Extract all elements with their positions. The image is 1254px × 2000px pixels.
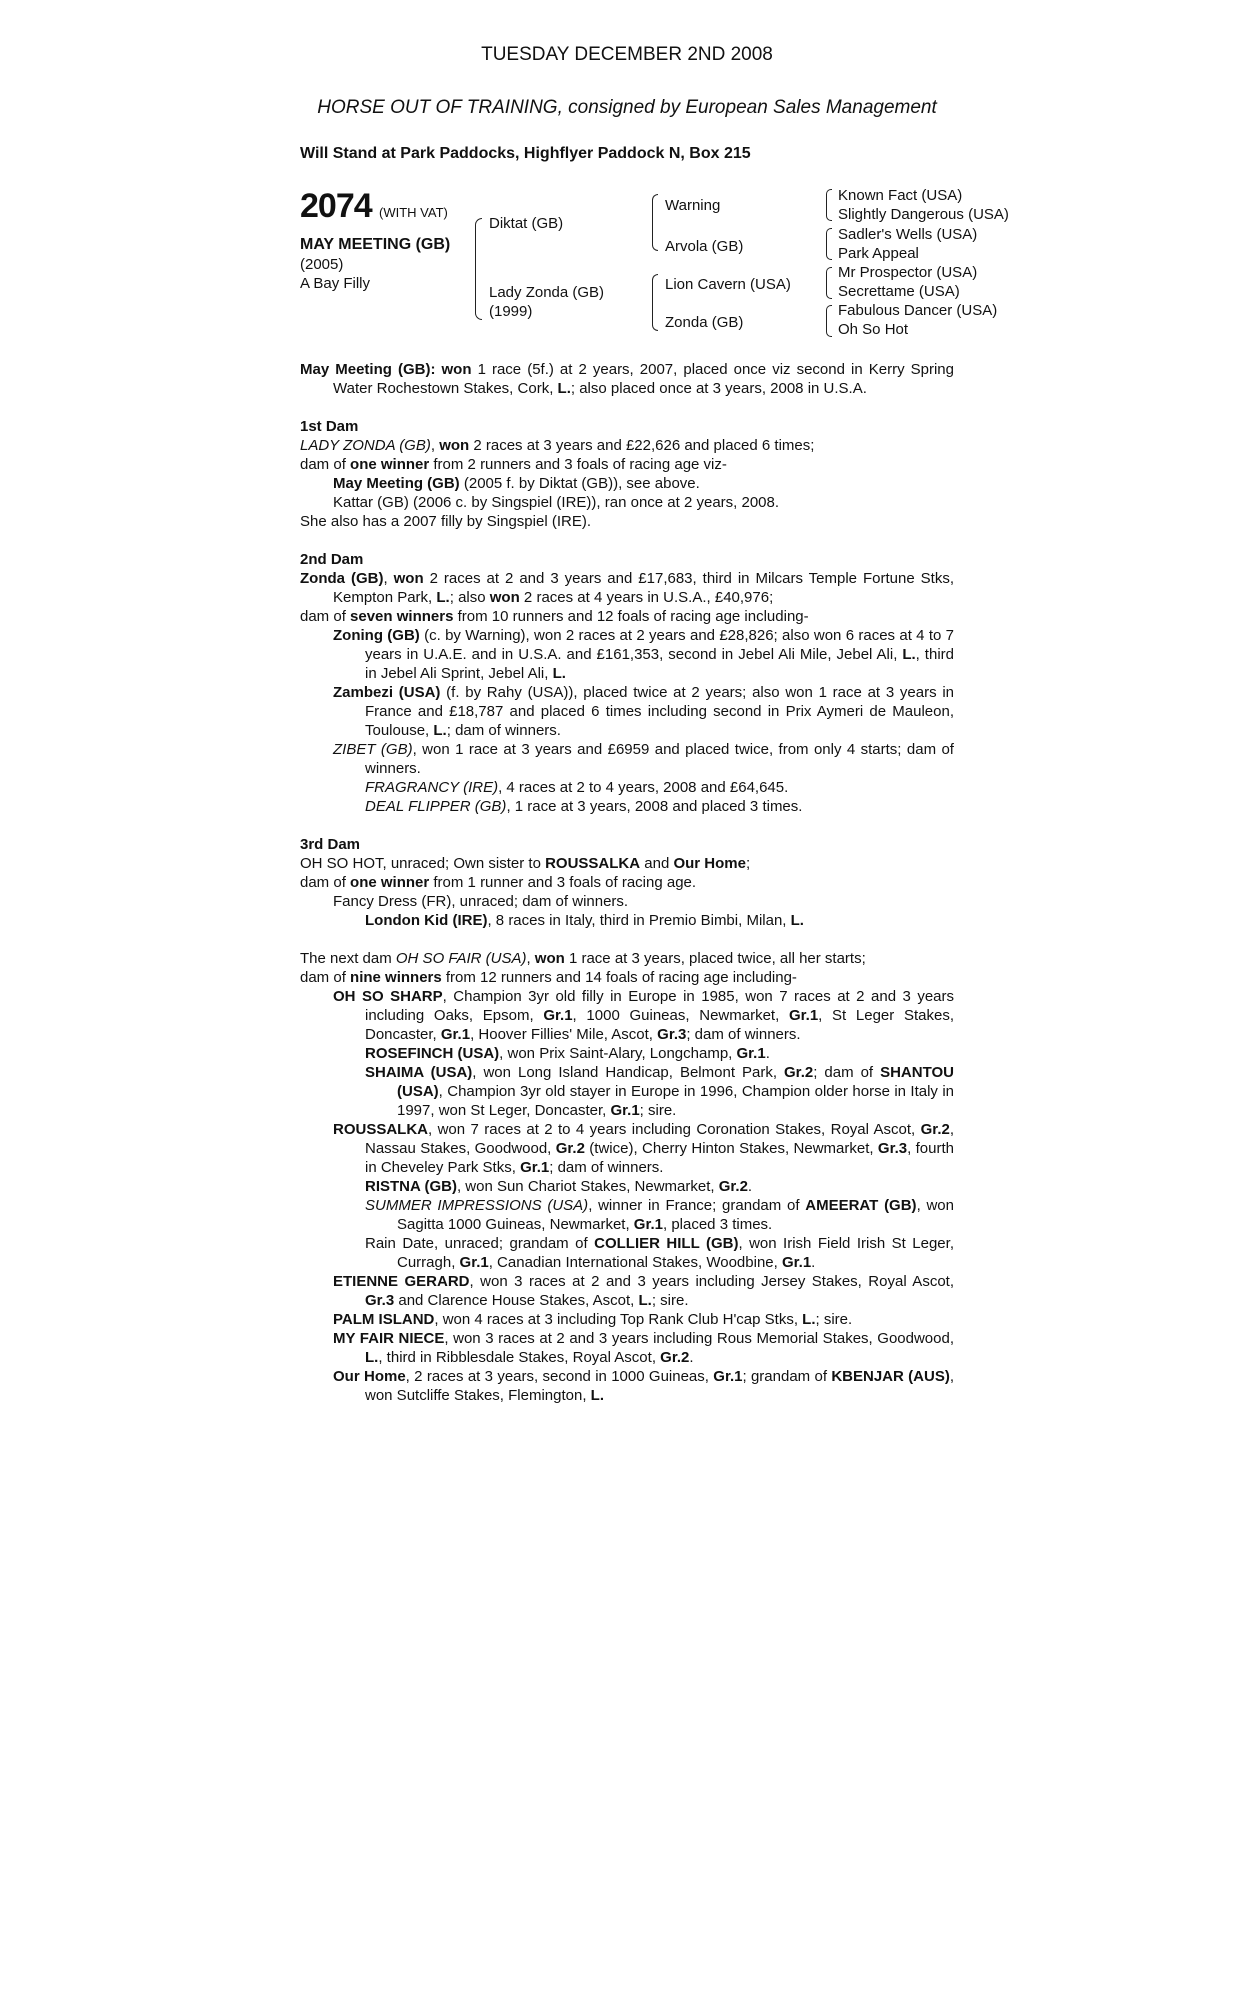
produce-entry	[300, 1329, 954, 1367]
sale-subtitle: HORSE OUT OF TRAINING, consigned by European Sales Management	[317, 97, 937, 118]
horse-name-ref: May Meeting (GB)	[300, 361, 431, 378]
text-run: ROUSSALKA	[333, 1121, 429, 1138]
produce-entry	[300, 683, 954, 740]
text-run: Zoning (GB)	[333, 627, 420, 644]
pedigree-dds: Fabulous Dancer (USA)	[838, 302, 998, 319]
produce-entry	[300, 1063, 954, 1120]
text-run: ; grandam of	[742, 1368, 832, 1385]
text-run: Gr.3	[877, 1140, 908, 1157]
text-run: ; dam of	[813, 1064, 881, 1081]
text-run: AMEERAT (GB)	[805, 1197, 917, 1214]
text-run: nine winners	[350, 969, 442, 986]
text-run: LADY ZONDA (GB)	[300, 437, 431, 454]
text-run: , won 3 races at 2 and 3 years including Rous Memorial Stakes, Goodwood,	[444, 1330, 954, 1347]
text-run: , 1 race at 3 years, 2008 and placed 3 times.	[506, 798, 803, 815]
pedigree-brace	[826, 189, 832, 221]
text-run: L.	[790, 912, 804, 929]
text-run: L.	[552, 665, 566, 682]
text-run: , Champion 3yr old stayer in Europe in 1996, Champion older horse in Italy in 1997, won St Leger, Doncaster,	[397, 1083, 954, 1119]
horse-name: MAY MEETING (GB)	[300, 236, 451, 253]
text-run: Zonda (GB)	[300, 570, 384, 587]
pedigree-ssd: Slightly Dangerous (USA)	[838, 206, 1009, 223]
text-run: SHAIMA (USA)	[365, 1064, 473, 1081]
produce-entry	[300, 474, 954, 493]
text-run: Our Home	[333, 1368, 406, 1385]
text-run: Gr.2	[718, 1178, 748, 1195]
horse-description: A Bay Filly	[300, 275, 371, 292]
text-run: Gr.1	[633, 1216, 663, 1233]
text-run: PALM ISLAND	[333, 1311, 435, 1328]
text-run: , won Irish Field Irish St Leger, Curragh,	[397, 1235, 954, 1271]
text-run: , Canadian International Stakes, Woodbine,	[488, 1254, 782, 1271]
produce-entry	[300, 1272, 954, 1310]
pedigree-sss: Known Fact (USA)	[838, 187, 963, 204]
text-run: .	[811, 1254, 816, 1271]
third-dam-produce	[300, 873, 954, 892]
text-run: :	[430, 361, 442, 378]
text-run: dam of	[300, 874, 351, 891]
pedigree-dss: Mr Prospector (USA)	[838, 264, 978, 281]
text-run: 1 race (5f.) at 2 years, 2007, placed once viz second in Kerry Spring Water Rochestown Stakes, Cork,	[333, 361, 954, 397]
text-run: Gr.1	[713, 1368, 743, 1385]
section-heading-2nd-dam: 2nd Dam	[300, 551, 364, 568]
text-run: ; sire.	[651, 1292, 689, 1309]
text-run: MY FAIR NIECE	[333, 1330, 445, 1347]
text-run: FRAGRANCY (IRE)	[365, 779, 499, 796]
text-run: L.	[902, 646, 916, 663]
text-run: .	[765, 1045, 770, 1062]
text-run: SHANTOU (USA)	[397, 1064, 954, 1100]
produce-entry	[300, 911, 954, 930]
pedigree-sire-dam: Arvola (GB)	[665, 238, 744, 255]
text-run: won	[393, 570, 424, 587]
text-run: won	[439, 437, 470, 454]
text-run: Gr.1	[440, 1026, 471, 1043]
produce-entry	[300, 778, 954, 797]
text-run: Gr.3	[365, 1292, 395, 1309]
text-run: 1 race at 3 years, placed twice, all her starts;	[564, 950, 866, 967]
text-run: one winner	[350, 456, 430, 473]
produce-entry	[300, 1177, 954, 1196]
text-run: ; dam of winners.	[549, 1159, 664, 1176]
text-run: (c. by Warning), won 2 races at 2 years and £28,826; also won 6 races at 4 to 7 years in U.A.E. and in U.S.A. and £161,353, second in Jebel Ali Mile, Jebel Ali,	[365, 627, 954, 663]
text-run: from 1 runner and 3 foals of racing age.	[429, 874, 697, 891]
text-run: Gr.1	[781, 1254, 812, 1271]
text-run: London Kid (IRE)	[365, 912, 488, 929]
text-run: , Nassau Stakes, Goodwood,	[365, 1121, 954, 1157]
text-run: May Meeting (GB)	[333, 475, 460, 492]
text-run: ; also placed once at 3 years, 2008 in U.S.A.	[570, 380, 867, 397]
text-run: L.	[590, 1387, 605, 1404]
section-heading-3rd-dam: 3rd Dam	[300, 836, 361, 853]
text-run: , won 4 races at 3 including Top Rank Club H'cap Stks,	[434, 1311, 803, 1328]
produce-entry: Kattar (GB) (2006 c. by Singspiel (IRE)), ran once at 2 years, 2008.	[333, 494, 780, 511]
text-run: RISTNA (GB)	[365, 1178, 457, 1195]
text-run: L.	[436, 589, 450, 606]
text-run: dam of	[300, 456, 351, 473]
text-run: , third in Jebel Ali Sprint, Jebel Ali,	[365, 646, 954, 682]
text-run: OH SO HOT, unraced; Own sister to	[300, 855, 546, 872]
text-run: L.	[802, 1311, 816, 1328]
pedigree-notes	[300, 360, 954, 1405]
text-run: , 1000 Guineas, Newmarket,	[572, 1007, 789, 1024]
text-run: , 8 races in Italy, third in Premio Bimbi, Milan,	[487, 912, 791, 929]
spacer	[300, 398, 954, 417]
text-run: L.	[365, 1349, 379, 1366]
text-run: COLLIER HILL (GB)	[594, 1235, 739, 1252]
text-run: Our Home	[673, 855, 746, 872]
text-run: Gr.2	[784, 1064, 814, 1081]
text-run: won	[489, 589, 520, 606]
text-run: 2 races at 3 years and £22,626 and placed 6 times;	[469, 437, 815, 454]
text-run: Zambezi (USA)	[333, 684, 441, 701]
text-run: , won 1 race at 3 years and £6959 and placed twice, from only 4 starts; dam of winners.	[365, 741, 954, 777]
produce-entry	[300, 626, 954, 683]
text-run: ROUSSALKA	[545, 855, 641, 872]
pedigree-sdd: Park Appeal	[838, 245, 919, 262]
pedigree-sire-sire: Warning	[665, 197, 721, 214]
text-run: ; sire.	[639, 1102, 677, 1119]
text-run: Gr.1	[610, 1102, 640, 1119]
text-run: ; sire.	[815, 1311, 853, 1328]
text-run: Gr.1	[736, 1045, 766, 1062]
pedigree-dam-dam: Zonda (GB)	[665, 314, 744, 331]
first-dam-record	[300, 436, 954, 455]
text-run: Gr.2	[555, 1140, 585, 1157]
horse-year: (2005)	[300, 256, 344, 273]
text-run: , 2 races at 3 years, second in 1000 Guineas,	[405, 1368, 714, 1385]
text-run: , winner in France; grandam of	[588, 1197, 806, 1214]
text-run: , won 3 races at 2 and 3 years including Jersey Stakes, Royal Ascot,	[469, 1273, 954, 1290]
first-dam-produce	[300, 455, 954, 474]
text-run: ROSEFINCH (USA)	[365, 1045, 500, 1062]
produce-entry	[300, 1310, 954, 1329]
pedigree-brace	[652, 274, 658, 331]
produce-entry	[300, 987, 954, 1044]
text-run: .	[747, 1178, 753, 1195]
next-dam-produce	[300, 968, 954, 987]
text-run: ETIENNE GERARD	[333, 1273, 470, 1290]
text-run: from 2 runners and 3 foals of racing age viz-	[429, 456, 727, 473]
text-run: , won Sutcliffe Stakes, Flemington,	[365, 1368, 954, 1404]
produce-entry	[300, 1367, 954, 1405]
pedigree-brace	[826, 267, 832, 299]
text-run: , third in Ribblesdale Stakes, Royal Ascot,	[378, 1349, 661, 1366]
text-run: (f. by Rahy (USA)), placed twice at 2 years; also won 1 race at 3 years in France and £18,787 and placed 6 times including second in Prix Aymeri de Mauleon, Toulouse,	[365, 684, 955, 739]
produce-note: She also has a 2007 filly by Singspiel (IRE).	[300, 513, 591, 530]
text-run: .	[689, 1349, 694, 1366]
text-run: , Champion 3yr old filly in Europe in 1985, won 7 races at 2 and 3 years including Oaks, Epsom,	[365, 988, 955, 1024]
text-run: , won Long Island Handicap, Belmont Park,	[472, 1064, 785, 1081]
text-run: L.	[557, 380, 571, 397]
text-run: one winner	[350, 874, 430, 891]
text-run: won	[441, 361, 472, 378]
text-run: OH SO FAIR (USA)	[395, 950, 527, 967]
text-run: 2 races at 4 years in U.S.A., £40,976;	[519, 589, 774, 606]
text-run: dam of	[300, 608, 351, 625]
third-dam-record	[300, 854, 954, 873]
text-run: ; dam of winners.	[446, 722, 561, 739]
text-run: KBENJAR (AUS)	[831, 1368, 950, 1385]
text-run: 2 races at 2 and 3 years and £17,683, third in Milcars Temple Fortune Stks, Kempton Park,	[333, 570, 954, 606]
pedigree-dam-sire: Lion Cavern (USA)	[665, 276, 791, 293]
text-run: ; also	[449, 589, 490, 606]
text-run: , won Sagitta 1000 Guineas, Newmarket,	[397, 1197, 954, 1233]
text-run: , won 7 races at 2 to 4 years including Coronation Stakes, Royal Ascot,	[428, 1121, 921, 1138]
produce-entry	[300, 1234, 954, 1272]
second-dam-produce	[300, 607, 954, 626]
text-run: ,	[430, 437, 440, 454]
pedigree-sds: Sadler's Wells (USA)	[838, 226, 978, 243]
text-run: SUMMER IMPRESSIONS (USA)	[365, 1197, 589, 1214]
pedigree-dam: Lady Zonda (GB)	[489, 284, 605, 301]
text-run: from 10 runners and 12 foals of racing age including-	[453, 608, 809, 625]
text-run: ; dam of winners.	[686, 1026, 801, 1043]
produce-entry	[300, 740, 954, 778]
pedigree-brace	[826, 228, 832, 260]
text-run: ,	[383, 570, 394, 587]
spacer	[300, 816, 954, 835]
next-dam-record	[300, 949, 954, 968]
text-run: Gr.2	[920, 1121, 950, 1138]
stand-location: Will Stand at Park Paddocks, Highflyer Paddock N, Box 215	[300, 145, 751, 162]
text-run: L.	[638, 1292, 652, 1309]
text-run: Rain Date, unraced; grandam of	[365, 1235, 595, 1252]
pedigree-brace	[826, 305, 832, 337]
produce-entry	[300, 1120, 954, 1177]
text-run: , won Sun Chariot Stakes, Newmarket,	[456, 1178, 719, 1195]
text-run: Gr.1	[543, 1007, 573, 1024]
pedigree-sire: Diktat (GB)	[489, 215, 564, 232]
produce-entry	[300, 1196, 954, 1234]
section-heading-1st-dam: 1st Dam	[300, 418, 359, 435]
pedigree-brace	[652, 194, 658, 251]
text-run: , Hoover Fillies' Mile, Ascot,	[470, 1026, 658, 1043]
text-run: ZIBET (GB)	[333, 741, 413, 758]
pedigree-dsd: Secrettame (USA)	[838, 283, 960, 300]
text-run: (2005 f. by Diktat (GB)), see above.	[459, 475, 700, 492]
produce-entry	[300, 797, 954, 816]
vat-note: (WITH VAT)	[379, 205, 448, 220]
text-run: Gr.1	[459, 1254, 489, 1271]
lot-number: 2074	[300, 187, 372, 225]
second-dam-record	[300, 569, 954, 607]
text-run: Gr.1	[520, 1159, 550, 1176]
text-run: L.	[433, 722, 447, 739]
text-run: , fourth in Cheveley Park Stks,	[365, 1140, 954, 1176]
text-run: Gr.3	[657, 1026, 687, 1043]
text-run: OH SO SHARP	[333, 988, 443, 1005]
text-run: (twice), Cherry Hinton Stakes, Newmarket,	[584, 1140, 878, 1157]
text-run: dam of	[300, 969, 351, 986]
spacer	[300, 930, 954, 949]
sale-date: TUESDAY DECEMBER 2ND 2008	[481, 44, 773, 65]
text-run: The next dam	[300, 950, 396, 967]
text-run: seven winners	[350, 608, 454, 625]
text-run: and Clarence House Stakes, Ascot,	[394, 1292, 639, 1309]
pedigree-ddd: Oh So Hot	[838, 321, 909, 338]
text-run: , St Leger Stakes, Doncaster,	[365, 1007, 954, 1043]
text-run: ,	[526, 950, 535, 967]
text-run: Gr.1	[788, 1007, 819, 1024]
horse-record	[300, 360, 954, 398]
text-run: and	[640, 855, 674, 872]
text-run: , won Prix Saint-Alary, Longchamp,	[499, 1045, 737, 1062]
spacer	[300, 531, 954, 550]
produce-entry: Fancy Dress (FR), unraced; dam of winners.	[333, 893, 629, 910]
text-run: won	[534, 950, 565, 967]
text-run: ;	[745, 855, 751, 872]
text-run: , 4 races at 2 to 4 years, 2008 and £64,645.	[498, 779, 789, 796]
pedigree-dam-year: (1999)	[489, 303, 533, 320]
pedigree-brace	[475, 218, 482, 320]
text-run: DEAL FLIPPER (GB)	[365, 798, 507, 815]
produce-entry	[300, 1044, 954, 1063]
text-run: , placed 3 times.	[662, 1216, 773, 1233]
text-run: from 12 runners and 14 foals of racing age including-	[441, 969, 797, 986]
text-run: Gr.2	[660, 1349, 690, 1366]
